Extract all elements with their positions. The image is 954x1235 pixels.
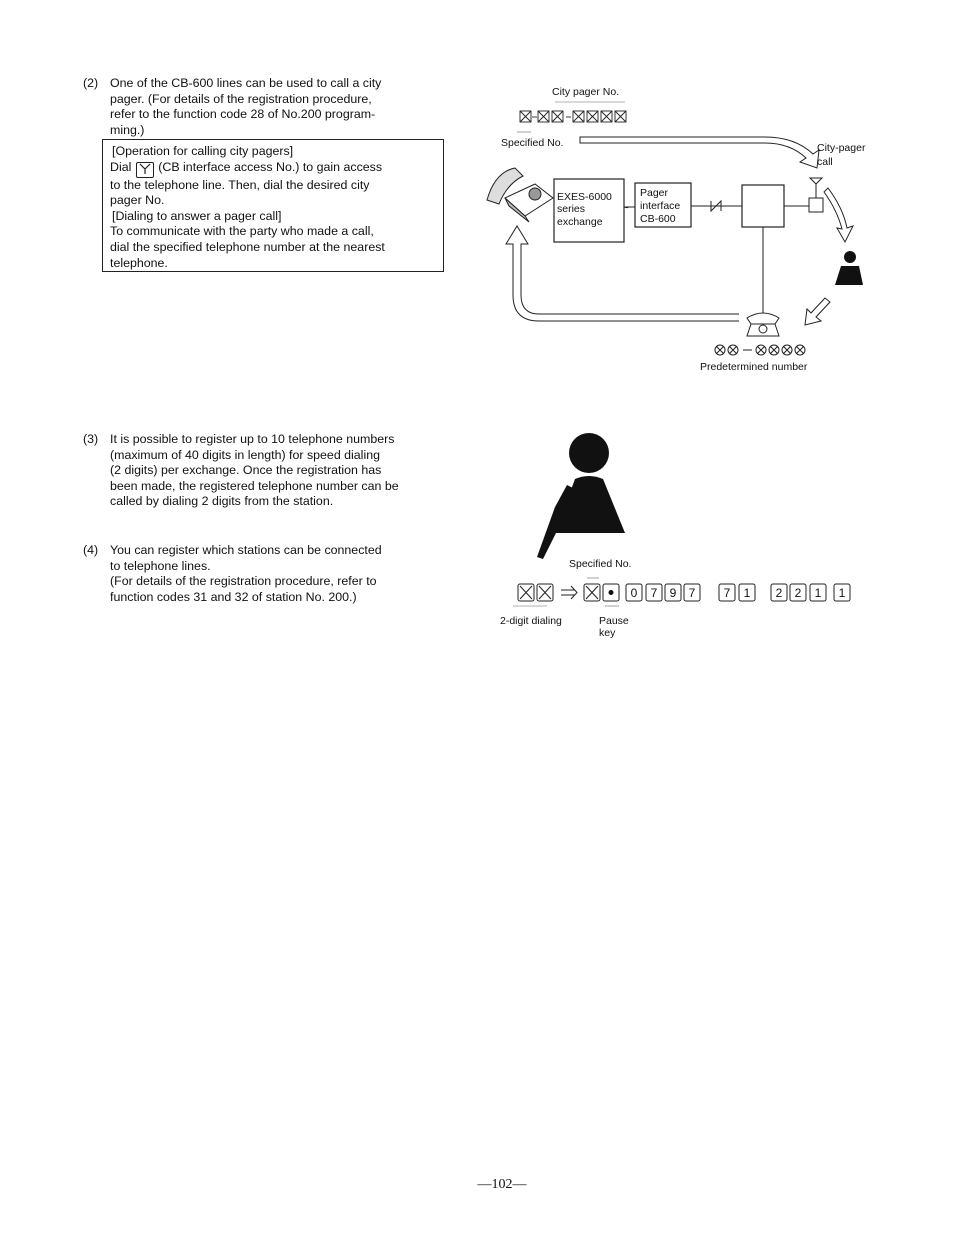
- down-arrow-icon: [824, 188, 853, 242]
- speed-dial-keys: [518, 584, 850, 601]
- top-curved-arrow-icon: [580, 137, 819, 168]
- speed-dial-digit: 2: [794, 586, 802, 600]
- specified-no-label-2: Specified No.: [569, 558, 632, 570]
- section-4-number: (4): [83, 543, 99, 557]
- antenna-icon: [810, 178, 822, 184]
- pointing-person-icon: [537, 433, 625, 559]
- note-heading-answering: [Dialing to answer a pager call]: [112, 208, 282, 223]
- page-number: —102—: [477, 1177, 527, 1192]
- telephone-station-icon: [487, 168, 553, 222]
- section-3-line-1: It is possible to register up to 10 telephone numbers: [110, 432, 395, 446]
- note-line-6: telephone.: [110, 255, 168, 270]
- exchange-label-2: series: [557, 203, 586, 215]
- section-3: [83, 432, 438, 512]
- note-box: [102, 139, 444, 272]
- city-pager-call-label-1: City-pager: [817, 142, 866, 154]
- antenna-key-icon: [136, 162, 154, 178]
- section-4: [83, 543, 438, 607]
- diagonal-arrow-icon: [805, 298, 830, 325]
- city-pager-call-label-2: call: [817, 156, 833, 168]
- note-line-4: To communicate with the party who made a call,: [110, 224, 374, 239]
- speed-dial-digit: 0: [630, 586, 638, 600]
- central-office-box: [742, 185, 784, 227]
- section-3-line-5: called by dialing 2 digits from the station.: [110, 494, 334, 509]
- two-digit-dialing-label: 2-digit dialing: [500, 615, 562, 627]
- note-line-2: to the telephone line. Then, dial the desired city: [110, 177, 370, 192]
- city-pager-diagram: [475, 80, 895, 380]
- transmitter-box: [809, 198, 823, 212]
- section-4-line-1: You can register which stations can be connected: [110, 543, 382, 557]
- section-4-line-4: function codes 31 and 32 of station No. 200.): [110, 589, 357, 604]
- section-4-line-2: to telephone lines.: [110, 558, 211, 573]
- section-3-line-4: been made, the registered telephone number can be: [110, 478, 399, 493]
- note-dial-line: Dial (CB interface access No.) to gain access: [110, 160, 437, 178]
- speed-dial-digit: 1: [814, 586, 822, 600]
- note-heading-calling: [Operation for calling city pagers]: [112, 144, 294, 158]
- speed-dial-digit: 9: [669, 586, 677, 600]
- pager-label-1: Pager: [640, 187, 669, 199]
- speed-dial-digit: 1: [838, 586, 846, 600]
- svg-text:~: ~: [623, 203, 629, 214]
- pause-key-label-1: Pause: [599, 615, 629, 627]
- section-3-line-3: (2 digits) per exchange. Once the registration has: [110, 463, 382, 478]
- specified-no-label: Specified No.: [501, 137, 564, 149]
- city-pager-digits: [520, 111, 626, 122]
- speed-dial-digit: 2: [775, 586, 783, 600]
- predetermined-digits: [715, 345, 805, 355]
- section-2-line-2: pager. (For details of the registration procedure,: [110, 91, 372, 106]
- speed-dial-digit: 1: [743, 586, 751, 600]
- pause-key-label-2: key: [599, 627, 616, 639]
- speed-dial-digit: 7: [688, 586, 696, 600]
- speed-dial-digit: 7: [723, 586, 731, 600]
- speed-dial-digit: 7: [650, 586, 658, 600]
- exchange-label-3: exchange: [557, 216, 603, 228]
- section-2-line-3: refer to the function code 28 of No.200 program-: [110, 107, 376, 122]
- section-2-line-1: One of the CB-600 lines can be used to call a city: [110, 76, 382, 90]
- pager-label-3: CB-600: [640, 213, 676, 225]
- section-2-number: (2): [83, 76, 99, 90]
- exchange-label-1: EXES-6000: [557, 191, 612, 203]
- predetermined-number-label: Predetermined number: [700, 361, 808, 373]
- note-line-5: dial the specified telephone number at the nearest: [110, 239, 385, 254]
- pager-label-2: interface: [640, 200, 681, 212]
- section-2-line-4: ming.): [110, 122, 145, 137]
- speed-dial-diagram: [495, 425, 875, 645]
- person-icon: [835, 251, 863, 285]
- note-line-3: pager No.: [110, 193, 165, 208]
- section-4-line-3: (For details of the registration procedure, refer to: [110, 574, 377, 589]
- section-3-line-2: (maximum of 40 digits in length) for speed dialing: [110, 447, 380, 462]
- predetermined-phone-icon: [747, 313, 779, 336]
- section-2: [83, 76, 438, 140]
- city-pager-no-label: City pager No.: [552, 86, 620, 98]
- section-3-number: (3): [83, 432, 99, 446]
